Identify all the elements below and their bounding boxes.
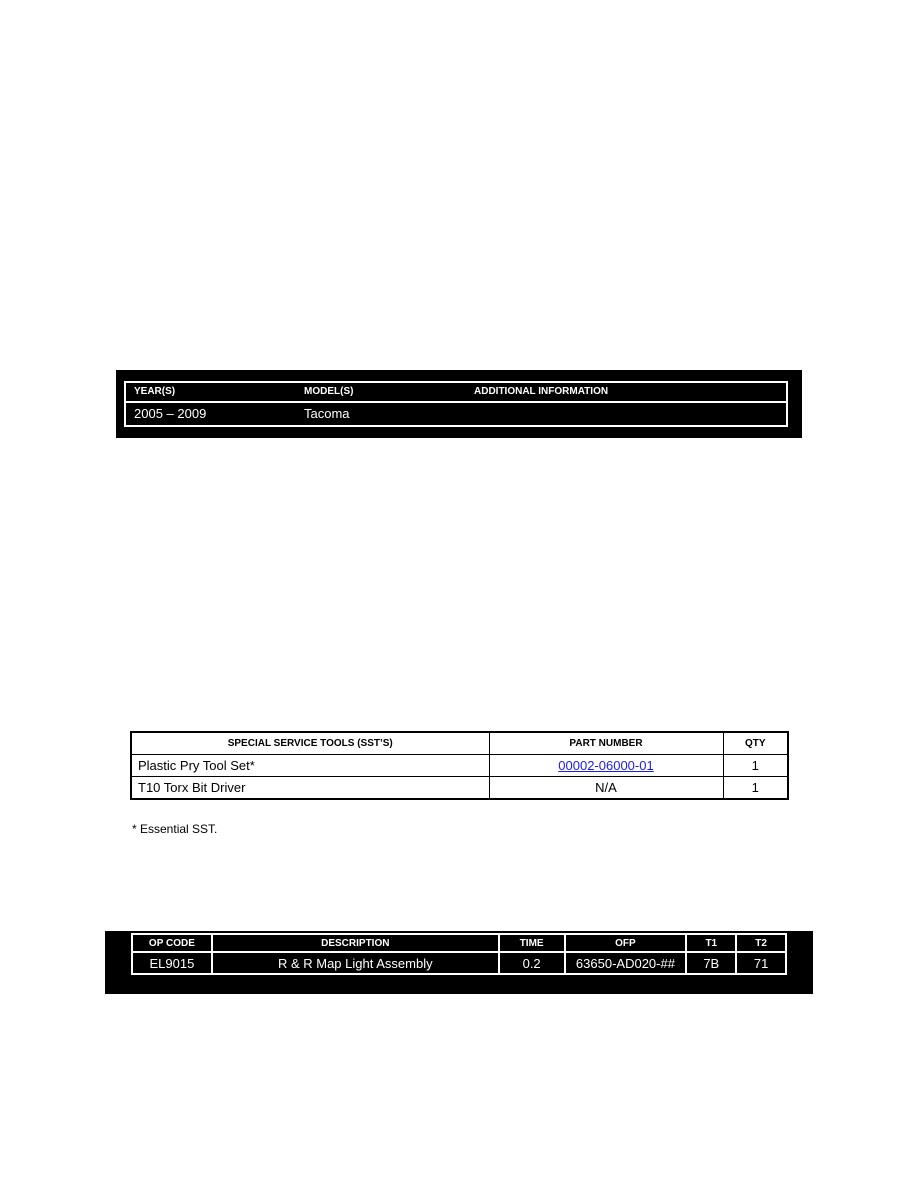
warranty-table-wrapper bbox=[105, 931, 813, 994]
header-description: DESCRIPTION bbox=[212, 934, 499, 952]
header-years: YEAR(S) bbox=[134, 386, 176, 397]
header-ofp: OFP bbox=[565, 934, 687, 952]
ofp: 63650-AD020-## bbox=[565, 952, 687, 974]
header-additional-info: ADDITIONAL INFORMATION bbox=[474, 386, 609, 397]
header-sst-tool: SPECIAL SERVICE TOOLS (SST’S) bbox=[131, 732, 489, 755]
part-number-link[interactable]: 00002-06000-01 bbox=[558, 758, 654, 773]
sst-qty: 1 bbox=[723, 777, 788, 800]
header-op-code: OP CODE bbox=[132, 934, 212, 952]
header-time: TIME bbox=[499, 934, 565, 952]
sst-part-number-cell bbox=[489, 755, 723, 777]
sst-part-number: N/A bbox=[489, 777, 723, 800]
sst-tool-name: Plastic Pry Tool Set* bbox=[131, 755, 489, 777]
value-models: Tacoma bbox=[304, 406, 350, 421]
time: 0.2 bbox=[499, 952, 565, 974]
t1: 7B bbox=[686, 952, 736, 974]
table-row bbox=[131, 777, 788, 800]
applicability-table bbox=[116, 370, 802, 438]
sst-table bbox=[130, 731, 789, 800]
header-qty: QTY bbox=[723, 732, 788, 755]
table-row bbox=[131, 755, 788, 777]
sst-header-row bbox=[131, 732, 788, 755]
sst-qty: 1 bbox=[723, 755, 788, 777]
description: R & R Map Light Assembly bbox=[212, 952, 499, 974]
warranty-table bbox=[131, 933, 787, 975]
sst-tool-name: T10 Torx Bit Driver bbox=[131, 777, 489, 800]
applicability-divider bbox=[126, 401, 786, 403]
header-t1: T1 bbox=[686, 934, 736, 952]
t2: 71 bbox=[736, 952, 786, 974]
applicability-box bbox=[124, 381, 788, 427]
header-t2: T2 bbox=[736, 934, 786, 952]
header-models: MODEL(S) bbox=[304, 386, 354, 397]
value-years: 2005 – 2009 bbox=[134, 406, 207, 421]
op-code: EL9015 bbox=[132, 952, 212, 974]
warranty-header-row bbox=[132, 934, 786, 952]
header-part-number: PART NUMBER bbox=[489, 732, 723, 755]
essential-sst-note: * Essential SST. bbox=[132, 822, 218, 836]
table-row bbox=[132, 952, 786, 974]
